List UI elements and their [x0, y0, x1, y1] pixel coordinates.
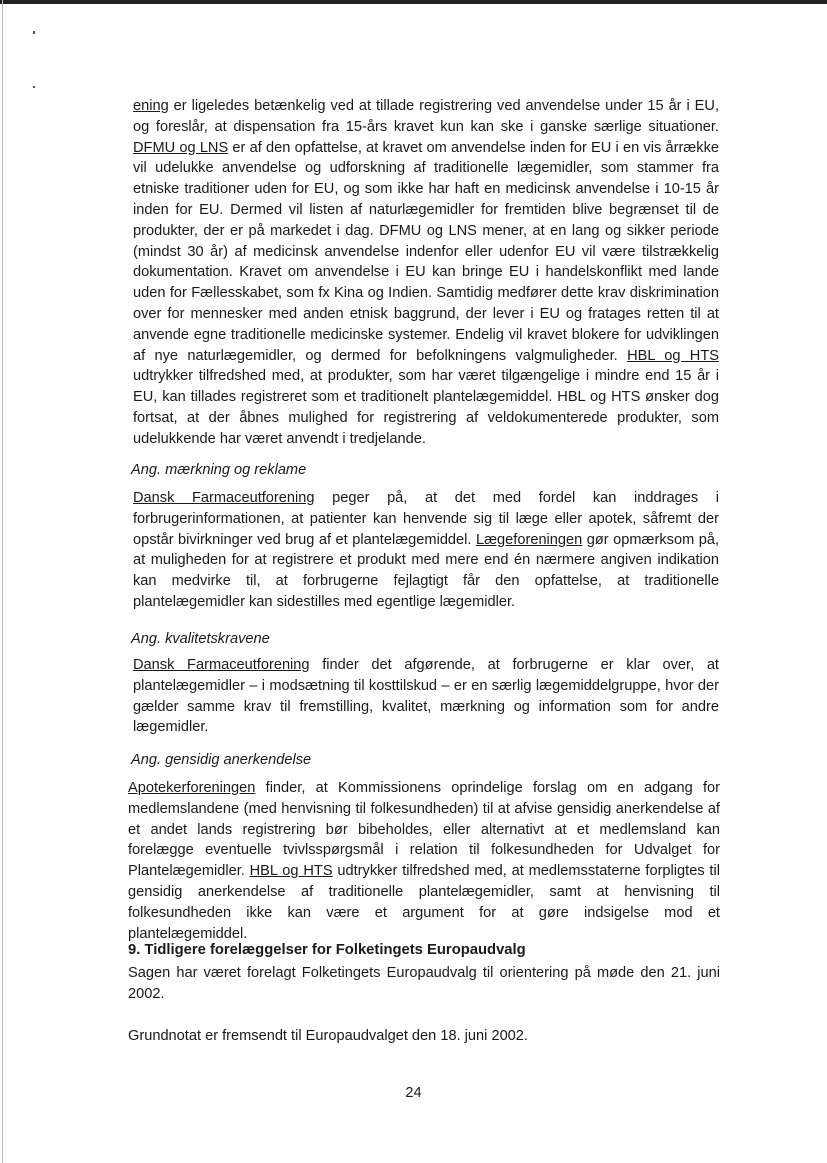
org-farmaceutforening: Dansk Farmaceutforening: [133, 657, 310, 673]
scan-edge-mark: [33, 86, 35, 88]
section-9-heading: 9. Tidligere forelæggelser for Folketingets Europaudvalg: [128, 942, 526, 958]
scan-edge-mark: [33, 31, 35, 34]
heading-gensidig: Ang. gensidig anerkendelse: [131, 752, 312, 768]
scan-edge-mark: [2, 0, 3, 1163]
section-9-text: Sagen har været forelagt Folketingets Europaudvalg til orientering på møde den 21. juni 2002.: [128, 965, 720, 1002]
paragraph-gensidig: Apotekerforeningen finder, at Kommissionens oprindelige forslag om en adgang for medlemslandene (med henvisning til folkesundheden) til at afvise gensidig anerkendelse af et andet lands registrering bør bibeholdes, eller alternativt at et medlemsland kan forelægge eventuelle tvivlsspørgsmål i relation til folkesundheden for Udvalget for Plantelægemidler. HBL og HTS udtrykker tilfredshed med, at medlemsstaterne forpligtes til gensidig anerkendelse af traditionelle plantelægemidler, samt at henvisning til folkesundheden ikke kan være et argument for at gøre indsigelse mod et plantelægemiddel.: [128, 780, 720, 942]
org-farmaceutforening: Dansk Farmaceutforening: [133, 490, 315, 506]
org-laegeforeningen: Lægeforeningen: [475, 531, 583, 548]
org-link-ening: ening: [133, 98, 169, 114]
org-dfmu-lns: DFMU og LNS: [133, 139, 229, 156]
org-apotekerforeningen: Apotekerforeningen: [128, 780, 256, 796]
scan-top-border: [0, 0, 827, 4]
page-number: 24: [405, 1085, 422, 1101]
org-hbl-hts: HBL og HTS: [627, 347, 719, 364]
closing-line: Grundnotat er fremsendt til Europaudvalget den 18. juni 2002.: [128, 1028, 528, 1044]
heading-kvalitet: Ang. kvalitetskravene: [131, 631, 270, 647]
paragraph-kvalitet: Dansk Farmaceutforening finder det afgørende, at forbrugerne er klar over, at plantelægemidler – i modsætning til kosttilskud – er en særlig lægemiddelgruppe, hvor der gælder samme krav til fremstilling, kvalitet, mærkning og information som for andre lægemidler.: [133, 657, 719, 736]
org-hbl-hts: HBL og HTS: [249, 863, 333, 880]
paragraph-maerkning: Dansk Farmaceutforening peger på, at det med fordel kan inddrages i forbrugerinformationen, at patienter kan henvende sig til læge eller apotek, såfremt der opstår bivirkninger ved brug af et plantelægemiddel. Lægeforeningen gør opmærksom på, at muligheden for at registrere et produkt med mere end én nærmere angiven indikation kan medvirke til, at forbrugerne fejlagtigt får den opfattelse, at traditionelle plantelægemidler kan sidestilles med egentlige lægemidler.: [133, 490, 720, 610]
heading-maerkning: Ang. mærkning og reklame: [131, 462, 307, 478]
paragraph-registration: ening er ligeledes betænkelig ved at tillade registrering ved anvendelse under 15 år i EU, og foreslår, at dispensation fra 15-års kravet kun kan ske i ganske særlige situationer. DFMU og LNS er af den opfattelse, at kravet om anvendelse inden for EU i en vis årrække vil udelukke anvendelse og udforskning af traditionelle lægemidler, som stammer fra etniske traditioner uden for EU, og som ikke har haft en medicinsk anvendelse i 10-15 år inden for EU. Dermed vil listen af naturlægemidler for fremtiden blive begrænset til de produkter, der er på markedet i dag. DFMU og LNS mener, at en lang og sikker periode (mindst 30 år) af medicinsk anvendelse indenfor eller udenfor EU vil være tilstrækkelig dokumentation. Kravet om anvendelse i EU kan bringe EU i handelskonflikt med lande uden for Fællesskabet, som fx Kina og Indien. Samtidig medfører dette krav diskrimination over for mennesker med anden etnisk baggrund, der lever i EU og fratages retten til at anvende egne traditionelle medicinske systemer. Endelig vil kravet blokere for udviklingen af nye naturlægemidler, og dermed for befolkningens valgmuligheder. HBL og HTS udtrykker tilfredshed med, at produkter, som har været tilgængelige i mindre end 15 år i EU, kan tillades registreret som et traditionelt plantelægemiddel. HBL og HTS ønsker dog fortsat, at der åbnes mulighed for registrering af veldokumenterede produkter, som udelukkende har været anvendt i tredjelande.: [133, 98, 719, 447]
